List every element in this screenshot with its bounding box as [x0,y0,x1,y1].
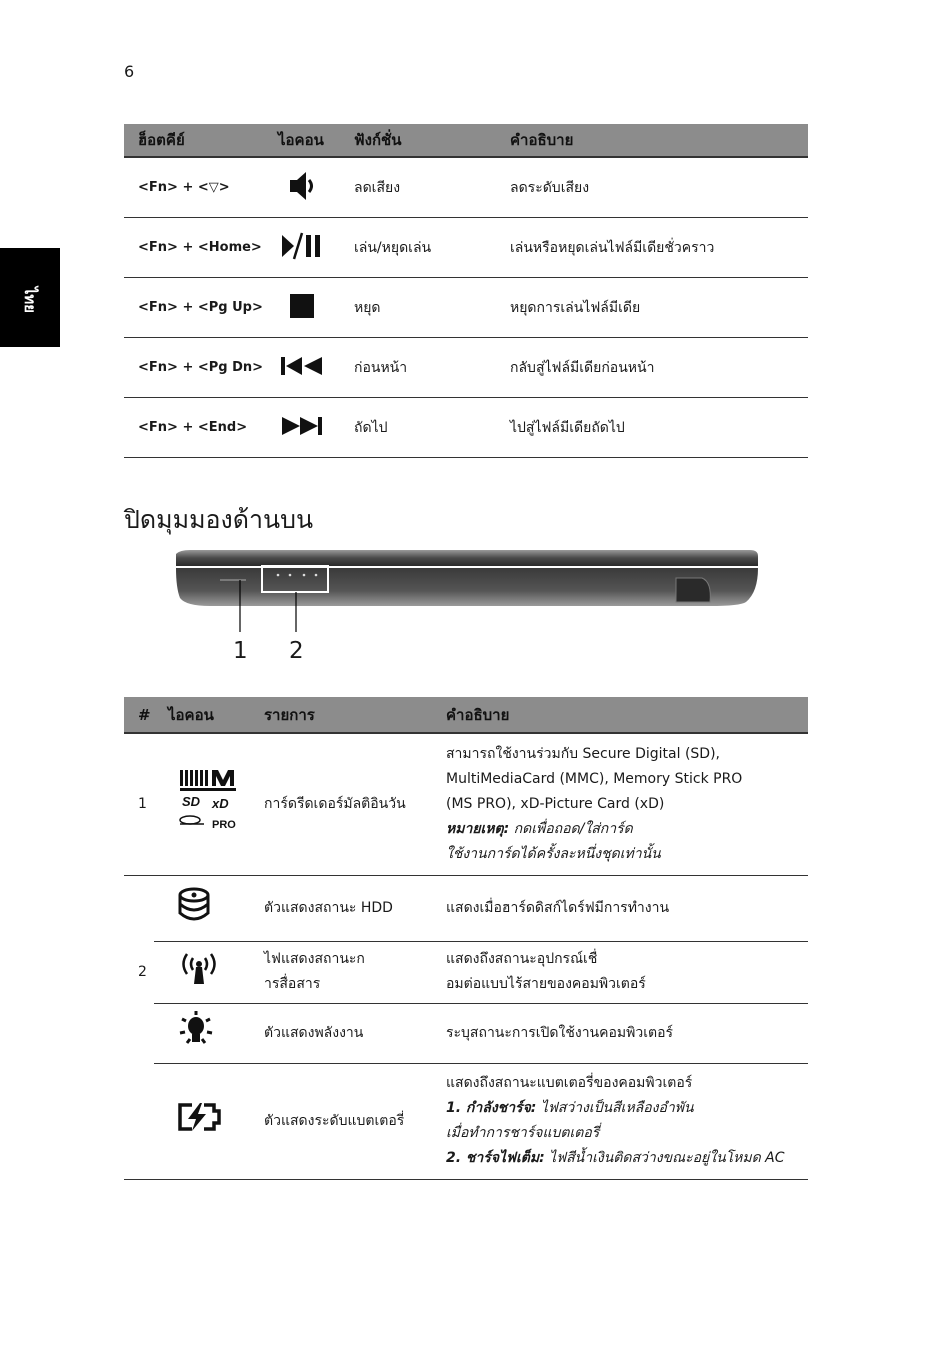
wireless-icon [176,950,222,986]
card-reader-icon [176,768,240,832]
hotkey: <Fn> + <Home> [124,218,264,278]
hotkey: <Fn> + <▽> [124,157,264,218]
table-row [124,157,808,218]
language-tab-label: ไทย [21,286,39,314]
table-row [124,941,808,1003]
svg-text:PRO: PRO [212,818,236,831]
table-row [124,875,808,941]
description: หยุดการเล่นไฟล์มีเดีย [496,278,808,338]
description: ลดระดับเสียง [496,157,808,218]
callout-2: 2 [289,638,304,664]
section-title: ปิดมุมมองด้านบน [124,505,314,534]
item-label: ตัวแสดงระดับแบตเตอรี่ [250,1063,432,1179]
hotkey: <Fn> + <Pg Dn> [124,338,264,398]
item-label: ตัวแสดงสถานะ HDD [250,875,432,941]
header-icon: ไอคอน [154,697,250,733]
header-hotkey: ฮ็อตคีย์ [124,124,264,157]
previous-icon [280,355,324,377]
header-description: คำอธิบาย [496,124,808,157]
item-description: แสดงเมื่อฮาร์ดดิสก์ไดร์ฟมีการทำงาน [432,875,808,941]
item-description: แสดงถึงสถานะแบตเตอรี่ของคอมพิวเตอร์ 1. กำลังชาร์จ: ไฟสว่างเป็นสีเหลืองอำพัน เมื่อทำการชาร์จแบตเตอรี่ 2. ชาร์จไฟเต็ม: ไฟสีน้ำเงินติดสว่างขณะอยู่ในโหมด AC [432,1063,808,1179]
row-number: 2 [138,963,147,980]
status-table-header [124,697,808,733]
next-icon [280,415,324,437]
item-description: แสดงถึงสถานะอุปกรณ์เชื่ อมต่อแบบไร้สายของคอมพิวเตอร์ [432,941,808,1003]
svg-text:SD: SD [182,793,201,809]
header-item: รายการ [250,697,432,733]
function: ถัดไป [340,398,496,458]
header-description: คำอธิบาย [432,697,808,733]
svg-text:xD: xD [212,795,229,811]
table-row [124,218,808,278]
row-number: 1 [124,733,154,875]
header-icon: ไอคอน [264,124,340,157]
header-function: ฟังก์ชั่น [340,124,496,157]
hotkey-table-header [124,124,808,157]
table-row [124,398,808,458]
function: เล่น/หยุดเล่น [340,218,496,278]
battery-charging-icon [176,1101,222,1133]
page-number: 6 [124,62,135,81]
function: หยุด [340,278,496,338]
status-table [124,697,808,1180]
item-description: สามารถใช้งานร่วมกับ Secure Digital (SD), MultiMediaCard (MMC), Memory Stick PRO (MS PRO), xD-Picture Card (xD) หมายเหตุ: กดเพื่อถอด/ใส่การ์ด ใช้งานการ์ดได้ครั้งละหนึ่งชุดเท่านั้น [432,733,808,875]
table-row [124,733,808,875]
hotkey: <Fn> + <End> [124,398,264,458]
hotkey-table [124,124,808,458]
description: กลับสู่ไฟล์มีเดียก่อนหน้า [496,338,808,398]
hdd-icon [176,886,212,922]
function: ลดเสียง [340,157,496,218]
callout-1: 1 [233,638,248,664]
item-label: การ์ดรีดเดอร์มัลติอินวัน [250,733,432,875]
item-description: ระบุสถานะการเปิดใช้งานคอมพิวเตอร์ [432,1003,808,1063]
row-number [124,1063,154,1179]
item-label: ไฟแสดงสถานะก ารสื่อสาร [250,941,432,1003]
row-number [124,875,154,941]
play-pause-icon [280,231,324,261]
table-row [124,1063,808,1179]
row-number [124,1003,154,1063]
language-tab [0,248,60,347]
table-row [124,338,808,398]
description: เล่นหรือหยุดเล่นไฟล์มีเดียชั่วคราว [496,218,808,278]
table-row [124,278,808,338]
volume-down-icon [284,168,320,204]
item-label: ตัวแสดงพลังงาน [250,1003,432,1063]
description: ไปสู่ไฟล์มีเดียถัดไป [496,398,808,458]
power-icon [176,1009,216,1049]
stop-icon [289,293,315,319]
hotkey: <Fn> + <Pg Up> [124,278,264,338]
function: ก่อนหน้า [340,338,496,398]
header-number: # [124,697,154,733]
note-label: หมายเหตุ: [446,820,510,837]
table-row [124,1003,808,1063]
